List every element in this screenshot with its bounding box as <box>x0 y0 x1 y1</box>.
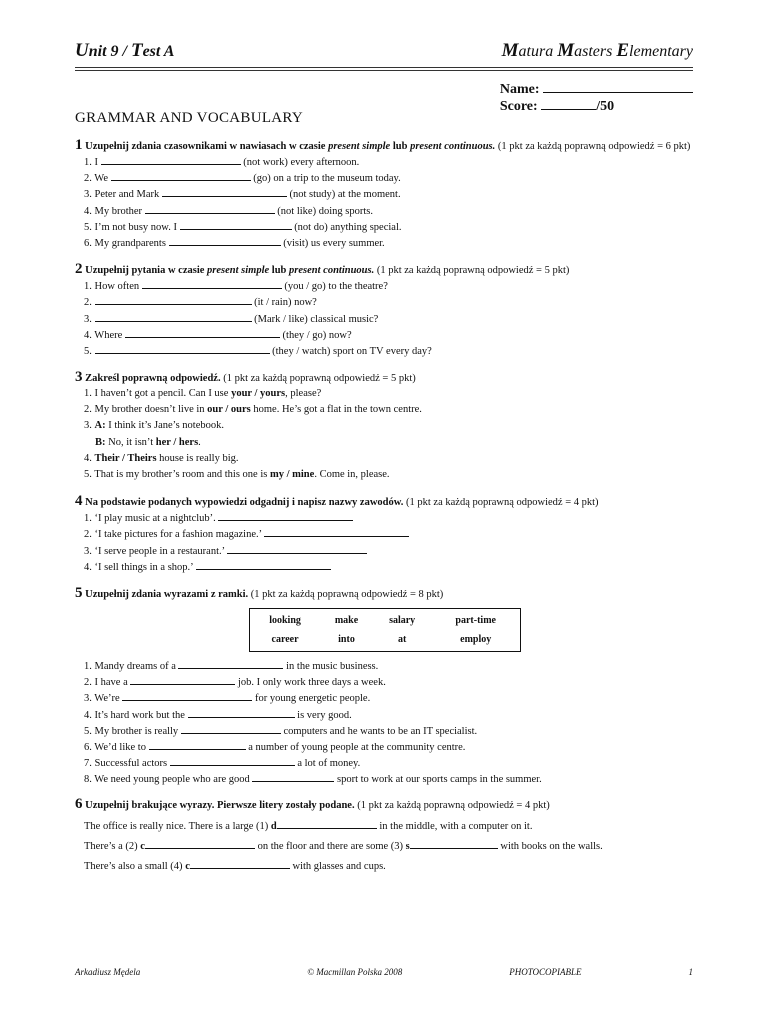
page-number: 1 <box>688 967 693 977</box>
answer-blank[interactable] <box>218 510 353 521</box>
exercise-1 <box>75 138 693 251</box>
exercise-5-instruction: 5 Uzupełnij zdania wyrazami z ramki. (1 pkt za każdą poprawną odpowiedź = 8 pkt) <box>75 584 444 601</box>
answer-blank[interactable] <box>264 526 409 537</box>
word-box-item: at <box>397 633 407 645</box>
answer-blank[interactable] <box>169 235 281 246</box>
exercise-6-line-1: The office is really nice. There is a large (1) d in the middle, with a computer on it. <box>75 817 693 837</box>
score-field[interactable] <box>541 97 596 110</box>
header-rule <box>75 67 693 68</box>
list-item: 2. I have a job. I only work three days a week. <box>84 674 693 690</box>
choice-option[interactable]: her / hers <box>155 436 199 448</box>
answer-blank[interactable] <box>180 219 292 230</box>
list-item: 1. Mandy dreams of a in the music business. <box>84 658 693 674</box>
exercise-2 <box>75 262 693 359</box>
answer-blank[interactable] <box>410 838 498 849</box>
answer-blank[interactable] <box>125 327 280 338</box>
worksheet-page <box>75 40 693 873</box>
list-item: 2. My brother doesn’t live in our / ours home. He’s got a flat in the town centre. <box>84 404 422 416</box>
answer-blank[interactable] <box>95 311 252 322</box>
answer-blank[interactable] <box>252 771 334 782</box>
word-box-item: salary <box>389 614 416 626</box>
list-item: 1. How often (you / go) to the theatre? <box>84 278 693 294</box>
answer-blank[interactable] <box>130 674 235 685</box>
answer-blank[interactable] <box>145 838 255 849</box>
exercise-5 <box>75 586 693 788</box>
book-title: Matura Masters Elementary <box>501 40 693 61</box>
answer-blank[interactable] <box>196 559 331 570</box>
answer-blank[interactable] <box>149 739 246 750</box>
footer-photocopiable: PHOTOCOPIABLE <box>509 967 582 977</box>
choice-option[interactable]: your / yours <box>231 388 286 400</box>
answer-blank[interactable] <box>122 690 252 701</box>
answer-blank[interactable] <box>95 343 270 354</box>
choice-option[interactable]: my / mine <box>269 469 315 480</box>
list-item: 1. ‘I play music at a nightclub’. <box>84 510 693 526</box>
list-item: 1. I (not work) every afternoon. <box>84 154 693 170</box>
list-item: 4. ‘I sell things in a shop.’ <box>84 559 693 575</box>
list-item: 4. Where (they / go) now? <box>84 327 693 343</box>
exercise-2-instruction: 2 Uzupełnij pytania w czasie present simple lub present continuous. (1 pkt za każdą poprawną odpowiedź = 5 pkt) <box>75 261 570 278</box>
answer-blank[interactable] <box>181 723 281 734</box>
word-box-item: employ <box>460 633 492 645</box>
answer-blank[interactable] <box>188 707 295 718</box>
list-item: 5. That is my brother’s room and this one is my / mine. Come in, please. <box>84 469 390 480</box>
list-item: 7. Successful actors a lot of money. <box>84 755 693 771</box>
section-title: GRAMMAR AND VOCABULARY <box>75 110 304 126</box>
word-box-item: looking <box>269 614 301 626</box>
footer-copyright: © Macmillan Polska 2008 <box>307 967 403 977</box>
exercise-3 <box>75 370 693 483</box>
exercise-3-instruction: 3 Zakreśl poprawną odpowiedź. (1 pkt za każdą poprawną odpowiedź = 5 pkt) <box>75 369 416 386</box>
list-item: 4. Their / Theirs house is really big. <box>84 452 239 464</box>
list-item: 5. I’m not busy now. I (not do) anything special. <box>84 219 693 235</box>
list-item: 4. My brother (not like) doing sports. <box>84 203 693 219</box>
exercise-6-line-3: There’s also a small (4) c with glasses and cups. <box>75 857 693 877</box>
list-item: 3. Peter and Mark (not study) at the moment. <box>84 186 693 202</box>
exercise-4-instruction: 4 Na podstawie podanych wypowiedzi odgadnij i napisz nazwy zawodów. (1 pkt za każdą poprawną odpowiedź = 4 pkt) <box>75 493 599 510</box>
word-box-item: part-time <box>455 614 496 626</box>
list-item: 3. (Mark / like) classical music? <box>84 311 693 327</box>
word-box <box>249 608 521 652</box>
answer-blank[interactable] <box>277 818 377 829</box>
answer-blank[interactable] <box>95 294 252 305</box>
name-field[interactable] <box>543 80 693 93</box>
choice-option[interactable]: Their / Theirs <box>94 452 157 464</box>
exercise-6-instruction: 6 Uzupełnij brakujące wyrazy. Pierwsze litery zostały podane. (1 pkt za każdą poprawną odpowiedź = 4 pkt) <box>75 796 550 813</box>
answer-blank[interactable] <box>178 658 283 669</box>
unit-title: Unit 9 / Test A <box>75 40 175 61</box>
word-box-item: make <box>334 614 359 626</box>
name-row: Name: <box>500 80 693 97</box>
exercises <box>75 138 693 877</box>
list-item: 2. We (go) on a trip to the museum today. <box>84 170 693 186</box>
exercise-6 <box>75 797 693 877</box>
score-row: Score: /50 <box>499 99 615 114</box>
answer-blank[interactable] <box>227 543 367 554</box>
list-item: B: No, it isn’t her / hers. <box>95 436 201 448</box>
list-item: 5. (they / watch) sport on TV every day? <box>84 343 693 359</box>
list-item: 3. A: I think it’s Jane’s notebook. <box>84 420 225 432</box>
list-item: 2. ‘I take pictures for a fashion magazine.’ <box>84 526 693 542</box>
page-header <box>75 40 693 64</box>
exercise-6-line-2: There’s a (2) c on the floor and there are some (3) s with books on the walls. <box>75 837 693 857</box>
answer-blank[interactable] <box>170 755 295 766</box>
list-item: 3. We’re for young energetic people. <box>84 690 693 706</box>
answer-blank[interactable] <box>142 278 282 289</box>
word-box-item: into <box>338 633 355 645</box>
list-item: 8. We need young people who are good sport to work at our sports camps in the summer. <box>84 771 693 787</box>
answer-blank[interactable] <box>190 858 290 869</box>
choice-option[interactable]: our / ours <box>207 404 251 416</box>
header-rule-2 <box>75 70 693 71</box>
list-item: 5. My brother is really computers and he wants to be an IT specialist. <box>84 723 693 739</box>
exercise-1-instruction: 1 Uzupełnij zdania czasownikami w nawiasach w czasie present simple lub present continuous. (1 pkt za każdą poprawną odpowiedź = 6 pkt) <box>75 137 691 153</box>
page-footer <box>75 967 693 977</box>
list-item: 1. I haven’t got a pencil. Can I use your / yours, please? <box>84 388 322 400</box>
list-item: 4. It’s hard work but the is very good. <box>84 707 693 723</box>
list-item: 6. My grandparents (visit) us every summer. <box>84 235 693 251</box>
word-box-item: career <box>271 633 299 645</box>
footer-author: Arkadiusz Mędela <box>75 967 141 977</box>
exercise-4 <box>75 494 693 575</box>
answer-blank[interactable] <box>111 170 251 181</box>
list-item: 2. (it / rain) now? <box>84 294 693 310</box>
list-item: 3. ‘I serve people in a restaurant.’ <box>84 543 693 559</box>
answer-blank[interactable] <box>101 154 241 165</box>
answer-blank[interactable] <box>162 186 287 197</box>
answer-blank[interactable] <box>145 203 275 214</box>
student-info <box>500 80 693 114</box>
list-item: 6. We’d like to a number of young people at the community centre. <box>84 739 693 755</box>
